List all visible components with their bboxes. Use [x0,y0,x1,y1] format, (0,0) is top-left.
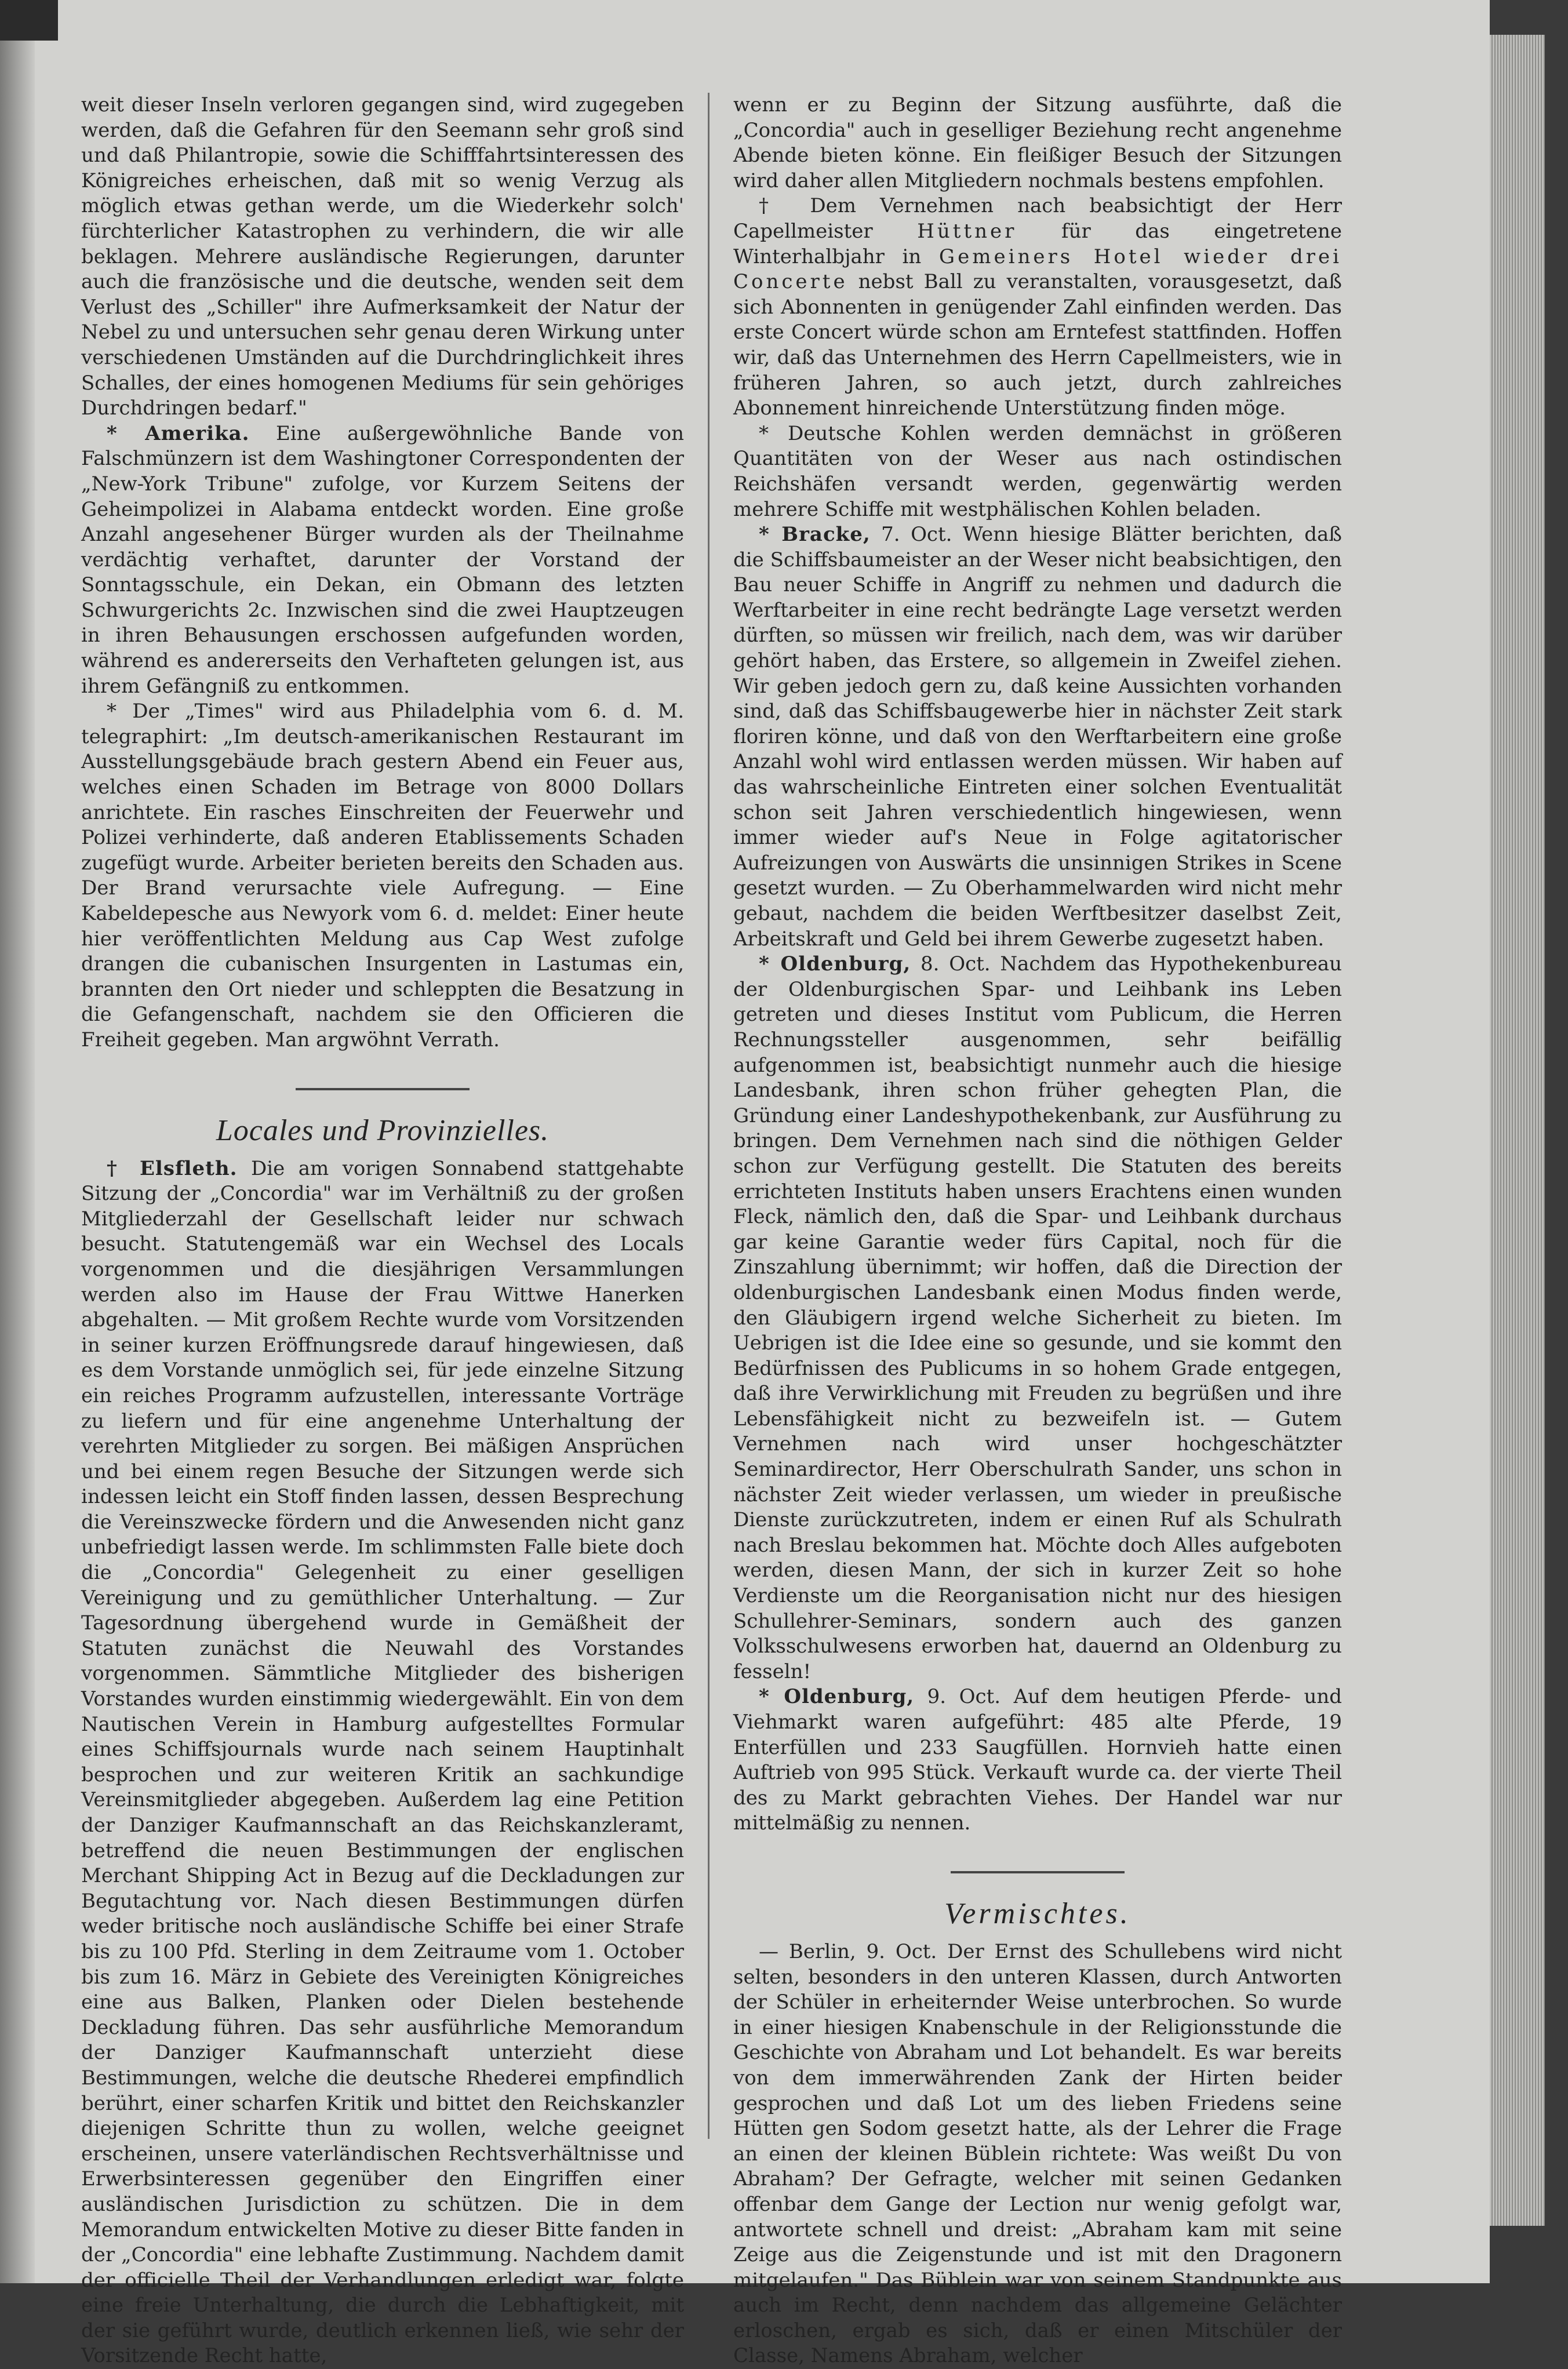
dateline: * Amerika. [107,421,250,445]
binding-tab [0,0,58,41]
article-text: † Dem Vernehmen nach beabsichtigt der Herr Capellmeister [733,194,1342,243]
section-heading-locales: Locales und Provinzielles. [216,1113,550,1147]
dateline: * Bracke, [759,523,871,547]
section-heading-vermischtes: Vermischtes. [944,1897,1131,1930]
article-text: Die am vorigen Sonnabend stattgehabte Sitzung der „Concordia" war im Verhältniß zu der großen Mitgliederzahl der Gesellschaft leider nur schwach besucht. Statutengemäß war ein Wechsel des Locals vorgenommen und die diesjährigen Versammlungen werden also im Hause der Frau Wittwe Hanerken abgehalten. — Mit großem Rechte wurde vom Vorsitzenden in seiner kurzen Eröffnungsrede darauf hingewiesen, daß es dem Vorstande unmöglich sei, für jede einzelne Sitzung ein reiches Programm aufzustellen, interessante Vorträge zu liefern und für eine angenehme Unterhaltung der verehrten Mitglieder zu sorgen. Bei mäßigen Ansprüchen und bei einem regen Besuche der Sitzungen werde sich indessen leicht ein Stoff finden lassen, dessen Besprechung die Vereinszwecke fördern und die Anwesenden nicht ganz unbefriedigt lassen werde. Im schlimmsten Falle biete doch die „Concordia" Gelegenheit zu einer geselligen Vereinigung und zu gemüthlicher Unterhaltung. — Zur Tagesordnung übergehend wurde in Gemäßheit der Statuten zunächst die Neuwahl des Vorstandes vorgenommen. Sämmtliche Mitglieder des bisherigen Vorstandes wurden einstimmig wiedergewählt. Ein von dem Nautischen Verein in Hamburg aufgestelltes Formular eines Schiffsjournals wurde nach seinem Hauptinhalt besprochen und zur weiteren Kritik an sachkundige Vereinsmitglieder abgegeben. Außerdem lag eine Petition der Danziger Kaufmannschaft an das Reichskanzleramt, betreffend die neuen Bestimmungen der englischen Merchant Shipping Act in Bezug auf die Deckladungen zur Begutachtung vor. Nach diesen Bestimmungen dürfen weder britische noch ausländische Schiffe bei einer Strafe bis zu 100 Pfd. Sterling in dem Zeitraume vom 1. October bis zum 16. März in Gebiete des Vereinigten Königreiches eine aus Balken, Planken oder Dielen bestehende Deckladung führen. Das sehr ausführliche Memorandum der Danziger Kaufmannschaft unterzieht diese Bestimmungen, welche die deutsche Rhederei empfindlich berührt, einer scharfen Kritik und bittet den Reichskanzler diejenigen Schritte thun zu wollen, welche geeignet erscheinen, unsere vaterländischen Rechtsverhältnisse und Erwerbsinteressen gegenüber den Eingriffen einer ausländischen Jurisdiction zu schützen. Die in dem Memorandum entwickelten Motive zu dieser Bitte fanden in der „Concordia" eine lebhafte Zustimmung. Nachdem damit der officielle Theil der Verhandlungen erledigt war, folgte eine freie Unterhaltung, die durch die Lebhaftigkeit, mit der sie geführt wurde, deutlich erkennen ließ, wie sehr der Vorsitzende Recht hatte, [81,1156,685,2368]
page-edges [1490,35,1545,2226]
article-text: 7. Oct. Wenn hiesige Blätter berichten, daß die Schiffsbaumeister an der Weser nicht beabsichtigen, den Bau neuer Schiffe in Angriff zu nehmen und dadurch die Werftarbeiter in eine recht bedrängte Lage versetzt werden dürften, so müssen wir freilich, nach dem, was wir darüber gehört haben, das Erstere, so allgemein in Zweifel ziehen. Wir geben jedoch gern zu, daß keine Aussichten vorhanden sind, daß das Schiffsbaugewerbe hier in nächster Zeit stark floriren könne, und daß von den Werftarbeitern eine große Anzahl wohl wird entlassen werden müssen. Wir haben auf das wahrscheinliche Eintreten einer solchen Eventualität schon seit Jahren verschiedentlich hingewiesen, wenn immer wieder auf's Neue in Folge agitatorischer Aufreizungen von Auswärts die unsinnigen Strikes in Scene gesetzt wurden. — Zu Oberhammelwarden wird nicht mehr gebaut, nachdem die beiden Werftbesitzer daselbst Zeit, Arbeitskraft und Geld bei ihrem Gewerbe zugesetzt haben. [733,523,1342,951]
article-elsfleth [81,1156,684,2369]
article-text: Eine außergewöhnliche Bande von Falschmünzern ist dem Washingtoner Correspondenten der „New-York Tribune" zufolge, vor Kurzem Seitens der Geheimpolizei in Alabama entdeckt worden. Eine große Anzahl angesehener Bürger wurden als der Theilnahme verdächtig verhaftet, darunter der Vorstand der Sonntagsschule, ein Dekan, ein Obmann des letzten Schwurgerichts 2c. Inzwischen sind die zwei Hauptzeugen in ihren Behausungen erschossen aufgefunden worden, während es andererseits den Verhafteten gelungen ist, aus ihrem Gefängniß zu entkommen. [81,421,684,698]
left-column [81,93,684,2369]
name-emphasis: Hüttner [917,219,1017,243]
article-text: nebst Ball zu veranstalten, vorausgesetzt, daß sich Abonnenten in genügender Zahl einfinden werden. Das erste Concert würde schon am Erntefest stattfinden. Hoffen wir, daß das Unternehmen des Herrn Capellmeisters, wie in früheren Jahren, so auch jetzt, durch zahlreiches Abonnement hinreichende Unterstützung finden möge. [733,270,1342,420]
article-paragraph: weit dieser Inseln verloren gegangen sind, wird zugegeben werden, daß die Gefahren für den Seemann sehr groß sind und daß Philantropie, sowie die Schifffahrtsinteressen des Königreiches erheischen, daß mit so wenig Verzug als möglich etwas gethan werde, um die Wiederkehr solch' fürchterlicher Katastrophen zu verhindern, die wir alle beklagen. Mehrere ausländische Regierungen, darunter auch die französische und die deutsche, wenden seit dem Verlust des „Schiller" ihre Aufmerksamkeit der Natur der Nebel zu und untersuchen sehr genau deren Wirkung unter verschiedenen Umständen auf die Durchdringlichkeit ihres Schalles, der eines homogenen Mediums für sein gehöriges Durchdringen bedarf." [81,93,684,420]
article-text: für das eingetretene Winterhalbjahr in [733,219,1342,268]
dateline: * Oldenburg, [759,1685,915,1709]
article-concerts [733,194,1342,421]
article-paragraph: wenn er zu Beginn der Sitzung ausführte, daß die „Concordia" auch in geselliger Beziehung recht angenehme Abende bieten könne. Ein fleißiger Besuch der Sitzungen wird daher allen Mitgliedern nochmals bestens empfohlen. [733,93,1342,192]
dateline: † Elsfleth. [107,1156,238,1180]
article-text: 8. Oct. Nachdem das Hypothekenbureau der Oldenburgischen Spar- und Leihbank ins Leben getreten und dieses Institut vom Publicum, die Herren Rechnungssteller ausgenommen, sehr beifällig aufgenommen ist, beabsichtigt nunmehr auch die hiesige Landesbank, ihren schon früher gehegten Plan, die Gründung einer Landeshypothekenbank, zur Ausführung zu bringen. Dem Vernehmen nach sind die nöthigen Gelder schon zur Verfügung gestellt. Die Statuten des bereits errichteten Instituts haben unsers Erachtens einen wunden Fleck, nämlich den, daß die Spar- und Leihbank durchaus gar keine Garantie weder fürs Capital, noch für die Zinszahlung übernimmt; wir hoffen, daß die Direction der oldenburgischen Landesbank einen Modus finden werde, den Gläubigern irgend welche Sicherheit zu bieten. Im Uebrigen ist die Idee eine so gesunde, und sie kommt den Bedürfnissen des Publicums in so hohem Grade entgegen, daß ihre Verwirklichung mit Freuden zu begrüßen und ihre Lebensfähigkeit nicht zu bezweifeln ist. — Gutem Vernehmen nach wird unser hochgeschätzter Seminardirector, Herr Oberschulrath Sander, uns schon in nächster Zeit wieder verlassen, um wieder in preußische Dienste zurückzutreten, indem er einen Ruf als Schulrath nach Breslau bekommen hat. Möchte doch Alles aufgeboten werden, diesen Mann, der sich in kurzer Zeit so hohe Verdienste um die Reorganisation nicht nur des hiesigen Schullehrer-Seminars, sondern auch des ganzen Volksschulwesens erworben hat, dauernd an Oldenburg zu fesseln! [733,952,1342,1683]
article-bracke [733,522,1342,952]
column-divider [708,93,710,2139]
article-berlin: — Berlin, 9. Oct. Der Ernst des Schullebens wird nicht selten, besonders in den unteren Klassen, durch Antworten der Schüler in erheiternder Weise unterbrochen. So wurde in einer hiesigen Knabenschule in der Religionsstunde die Geschichte von Abraham und Lot behandelt. Es war bereits von dem immerwährenden Zank der Hirten beider gesprochen und daß Lot um des lieben Friedens seine Hütten gen Sodom gesetzt hatte, als der Lehrer die Frage an einen der kleinen Büblein richtete: Was weißt Du von Abraham? Der Gefragte, welcher mit seinen Gedanken offenbar dem Gange der Lection nur wenig gefolgt war, antwortete schnell und dreist: „Abraham kam mit seine Zeige aus die Zeigenstunde und ist mit den Dragonern mitgelaufen." Das Büblein war von seinem Standpunkte aus auch im Recht, denn nachdem das allgemeine Gelächter erloschen, ergab es sich, daß er einen Mitschüler der Classe, Namens Abraham, welcher [733,1939,1342,2368]
dateline: * Oldenburg, [759,952,911,976]
article-paragraph: * Deutsche Kohlen werden demnächst in größeren Quantitäten von der Weser aus nach ostindischen Reichshäfen versandt werden, gegenwärtig werden mehrere Schiffe mit westphälischen Kohlen beladen. [733,421,1342,521]
article-paragraph: * Der „Times" wird aus Philadelphia vom 6. d. M. telegraphirt: „Im deutsch-amerikanischen Restaurant im Ausstellungsgebäude brach gestern Abend ein Feuer aus, welches einen Schaden im Betrage von 8000 Dollars anrichtete. Ein rasches Einschreiten der Feuerwehr und Polizei verhinderte, daß anderen Etablissements Schaden zugefügt wurde. Arbeiter berieten bereits den Schaden aus. Der Brand verursachte viele Aufregung. — Eine Kabeldepesche aus Newyork vom 6. d. meldet: Einer heute hier veröffentlichten Meldung aus Cap West zufolge drangen die cubanischen Insurgenten in Lastumas ein, brannten den Ort nieder und schleppten die Besatzung in die Gefangenschaft, nachdem sie den Officieren die Freiheit gegeben. Man argwöhnt Verrath. [81,700,684,1051]
article-text: 9. Oct. Auf dem heutigen Pferde- und Viehmarkt waren aufgeführt: 485 alte Pferde, 19 Enterfüllen und 233 Saugfüllen. Hornvieh hatte einen Auftrieb von 995 Stück. Verkauft wurde ca. der vierte Theil des zu Markt gebrachten Viehes. Der Handel war nur mittelmäßig zu nennen. [733,1685,1342,1835]
right-column [733,93,1342,2369]
section-rule [296,1088,470,1090]
article-oldenburg-2 [733,1684,1342,1836]
article-oldenburg-1 [733,952,1342,1684]
section-rule [951,1871,1125,1873]
article-amerika [81,421,684,700]
venue-emphasis: Gemeiners Hotel wieder drei Concerte [733,245,1342,294]
